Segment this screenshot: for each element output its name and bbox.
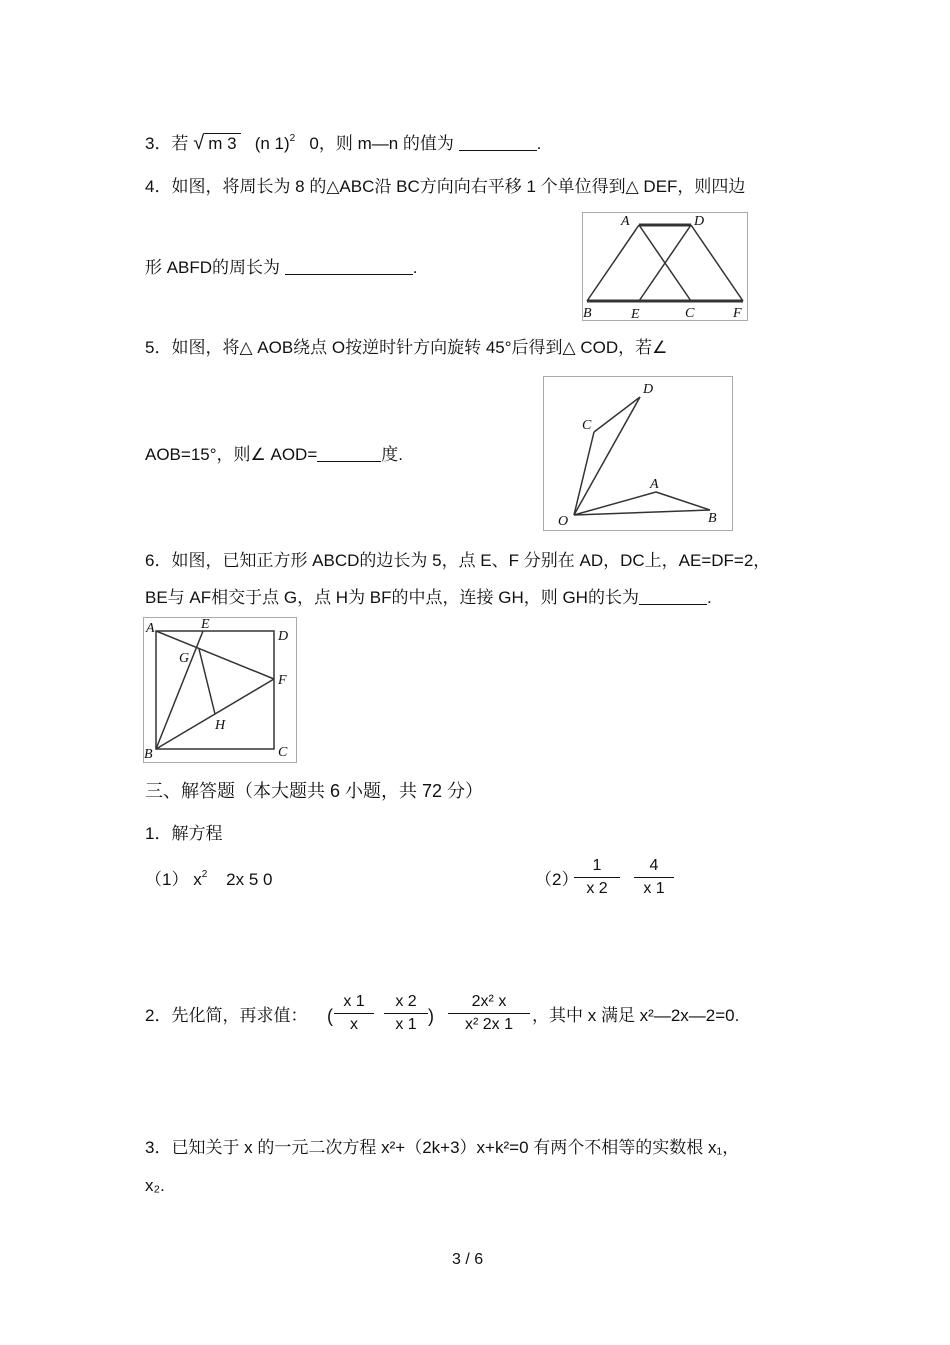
- label-a: A: [621, 214, 630, 229]
- period: .: [706, 588, 712, 607]
- question-5-text: AOB=15°，则∠ AOD=: [145, 445, 318, 464]
- label-c: C: [582, 418, 592, 433]
- answer-blank[interactable]: [459, 134, 537, 151]
- problem-2-lead: 2．先化简，再求值：: [145, 1006, 308, 1025]
- part-1-label: （1）: [145, 870, 189, 889]
- figure-rotated-triangles: [543, 376, 733, 531]
- fraction-b: [384, 993, 428, 1034]
- question-3-number: 3．若: [145, 134, 189, 153]
- fraction-1-numerator: 1: [574, 857, 620, 878]
- problem-3-line2: x₂.: [145, 1176, 165, 1195]
- answer-blank[interactable]: [639, 588, 707, 605]
- problem-1-title: 1．解方程: [145, 824, 223, 843]
- question-5-line1: 5．如图，将△ AOB绕点 O按逆时针方向旋转 45°后得到△ COD，若∠: [145, 338, 668, 357]
- page-number: 3 / 6: [452, 1251, 484, 1268]
- answer-blank[interactable]: [285, 258, 413, 275]
- fraction-a-numerator: x 1: [334, 993, 374, 1014]
- question-3: [145, 133, 541, 157]
- part-2-label: （2）: [535, 870, 579, 889]
- unit-degree: 度.: [381, 445, 404, 464]
- period: .: [412, 258, 418, 277]
- expression: (n 1): [254, 134, 290, 153]
- question-4-text: 形 ABFD的周长为: [145, 258, 281, 277]
- equation-rest: 2x 5 0: [226, 870, 273, 889]
- label-h: H: [215, 718, 226, 733]
- answer-blank[interactable]: [317, 445, 381, 462]
- fraction-2-numerator: 4: [634, 857, 674, 878]
- problem-1-part-1: [145, 870, 272, 893]
- label-o: O: [558, 514, 569, 529]
- fraction-b-denominator: x 1: [395, 1016, 417, 1033]
- fraction-1-denominator: x 2: [586, 880, 608, 897]
- label-e: E: [201, 618, 210, 632]
- problem-2-tail: ，其中 x 满足 x²—2x—2=0.: [532, 1006, 740, 1025]
- figure-square-abcd: [143, 617, 297, 763]
- section-3-heading: 三、解答题（本大题共 6 小题，共 72 分）: [145, 781, 484, 801]
- exponent: 2: [289, 133, 296, 144]
- variable-x: x: [193, 870, 202, 889]
- label-g: G: [179, 651, 190, 666]
- label-f: F: [278, 673, 287, 688]
- label-f: F: [733, 306, 742, 320]
- side-cd: [594, 397, 640, 432]
- radicand: m 3: [204, 133, 240, 153]
- exponent: 2: [201, 869, 208, 880]
- segment-gh: [199, 649, 215, 714]
- label-d: D: [694, 214, 705, 229]
- segment-af: [156, 631, 274, 679]
- segment-be: [156, 631, 203, 749]
- label-d: D: [643, 382, 654, 397]
- label-b: B: [144, 747, 153, 762]
- figure-translated-triangles: [582, 212, 748, 321]
- fraction-c-numerator: 2x² x: [448, 993, 530, 1014]
- fraction-1: [574, 857, 620, 898]
- label-c: C: [685, 306, 695, 320]
- side-ob: [574, 510, 710, 515]
- open-paren: (: [327, 1006, 333, 1026]
- side-ab: [587, 225, 639, 301]
- question-6-line2: [145, 588, 712, 608]
- close-paren: ): [428, 1006, 434, 1026]
- label-e: E: [631, 307, 640, 320]
- label-a: A: [650, 477, 659, 492]
- period: .: [536, 134, 542, 153]
- label-c: C: [278, 745, 288, 760]
- question-4-line1: 4．如图，将周长为 8 的△ABC沿 BC方向向右平移 1 个单位得到△ DEF，则四边: [145, 177, 746, 196]
- side-oa: [574, 492, 656, 515]
- label-a: A: [146, 621, 155, 636]
- fraction-a: [334, 993, 374, 1034]
- side-ab: [656, 492, 710, 510]
- fraction-c-denominator: x² 2x 1: [464, 1016, 513, 1033]
- side-oc: [574, 432, 594, 515]
- question-6-line1: 6．如图，已知正方形 ABCD的边长为 5，点 E、F 分别在 AD，DC上，AE=DF=2，: [145, 551, 771, 570]
- label-d: D: [278, 629, 289, 644]
- problem-3-line1: 3．已知关于 x 的一元二次方程 x²+（2k+3）x+k²=0 有两个不相等的实数根 x₁，: [145, 1138, 740, 1157]
- label-b: B: [583, 306, 592, 320]
- fraction-a-denominator: x: [350, 1016, 358, 1033]
- side-df: [691, 225, 743, 301]
- fraction-2-denominator: x 1: [643, 880, 665, 897]
- side-od: [574, 397, 640, 515]
- sqrt-symbol: √: [193, 132, 205, 154]
- fraction-2: [634, 857, 674, 898]
- fraction-c: [448, 993, 530, 1034]
- question-4-line2: [145, 258, 418, 278]
- question-3-tail: 0，则 m—n 的值为: [309, 134, 454, 153]
- question-6-text: BE与 AF相交于点 G，点 H为 BF的中点，连接 GH，则 GH的长为: [145, 588, 639, 607]
- fraction-b-numerator: x 2: [384, 993, 428, 1014]
- label-b: B: [708, 511, 717, 526]
- question-5-line2: [145, 445, 403, 465]
